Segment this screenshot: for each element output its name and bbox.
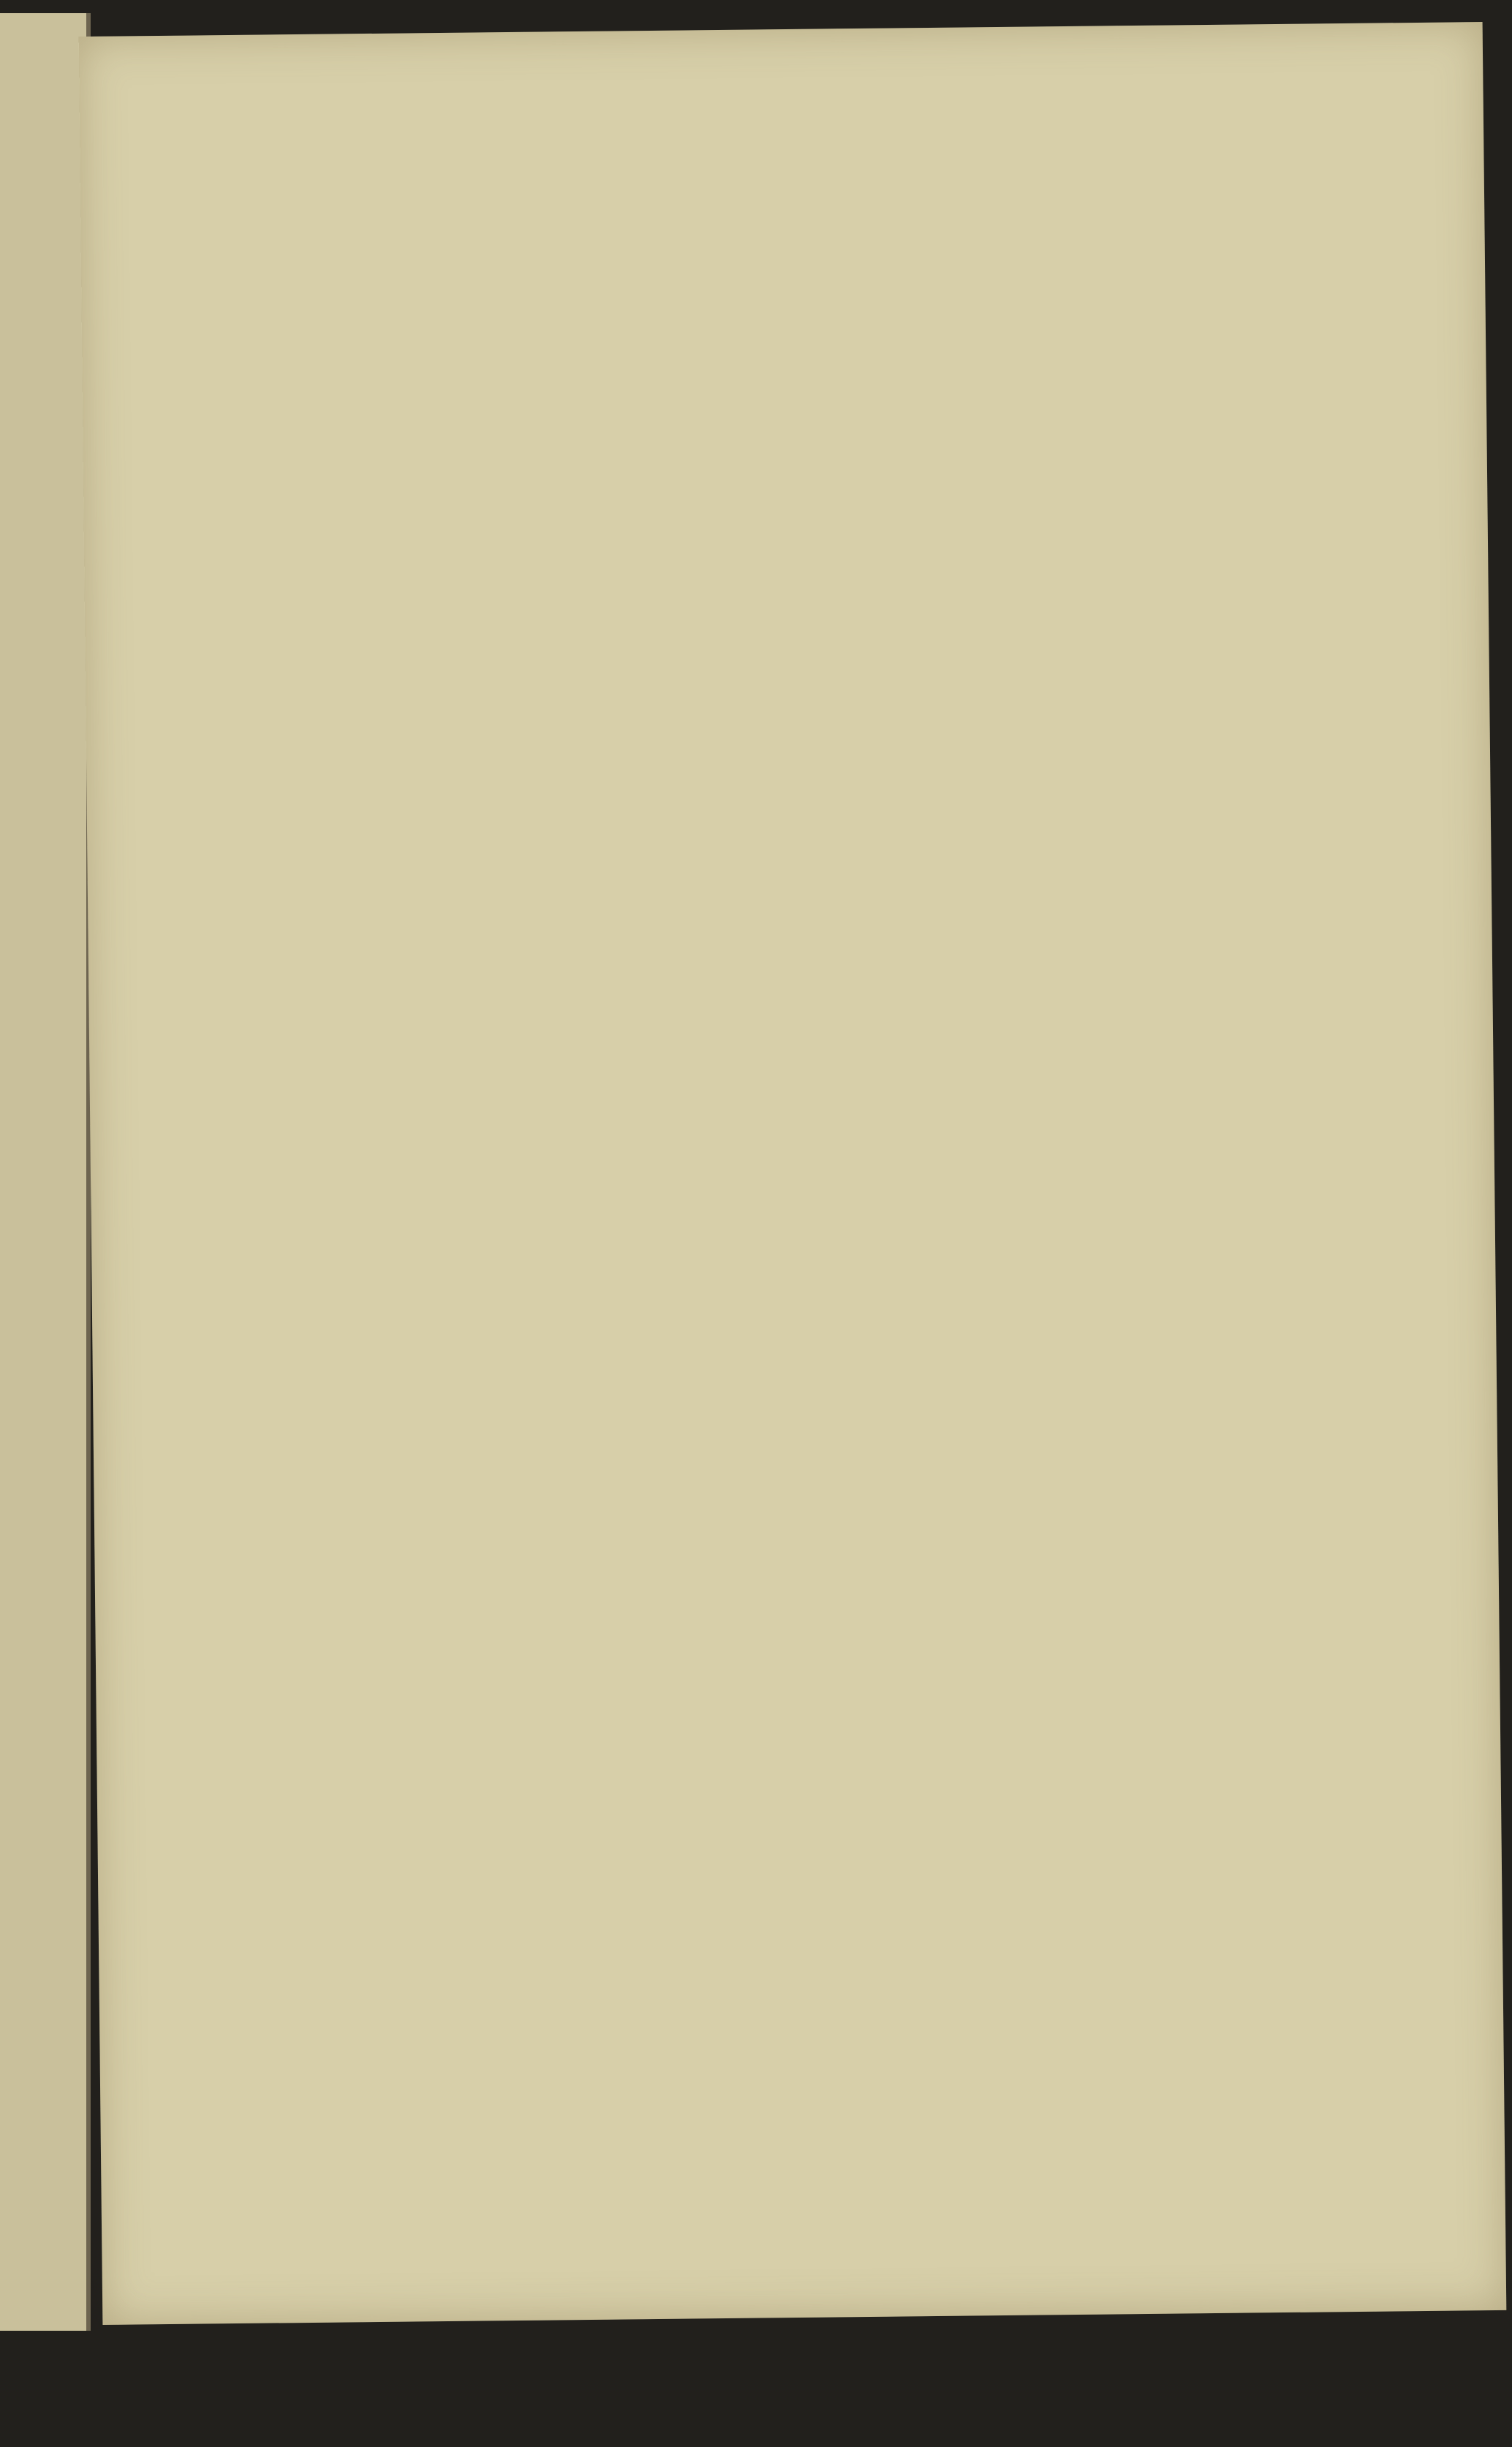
document-page bbox=[79, 22, 1507, 2325]
letter-body bbox=[240, 346, 1263, 386]
facing-page-edge bbox=[0, 13, 91, 2331]
